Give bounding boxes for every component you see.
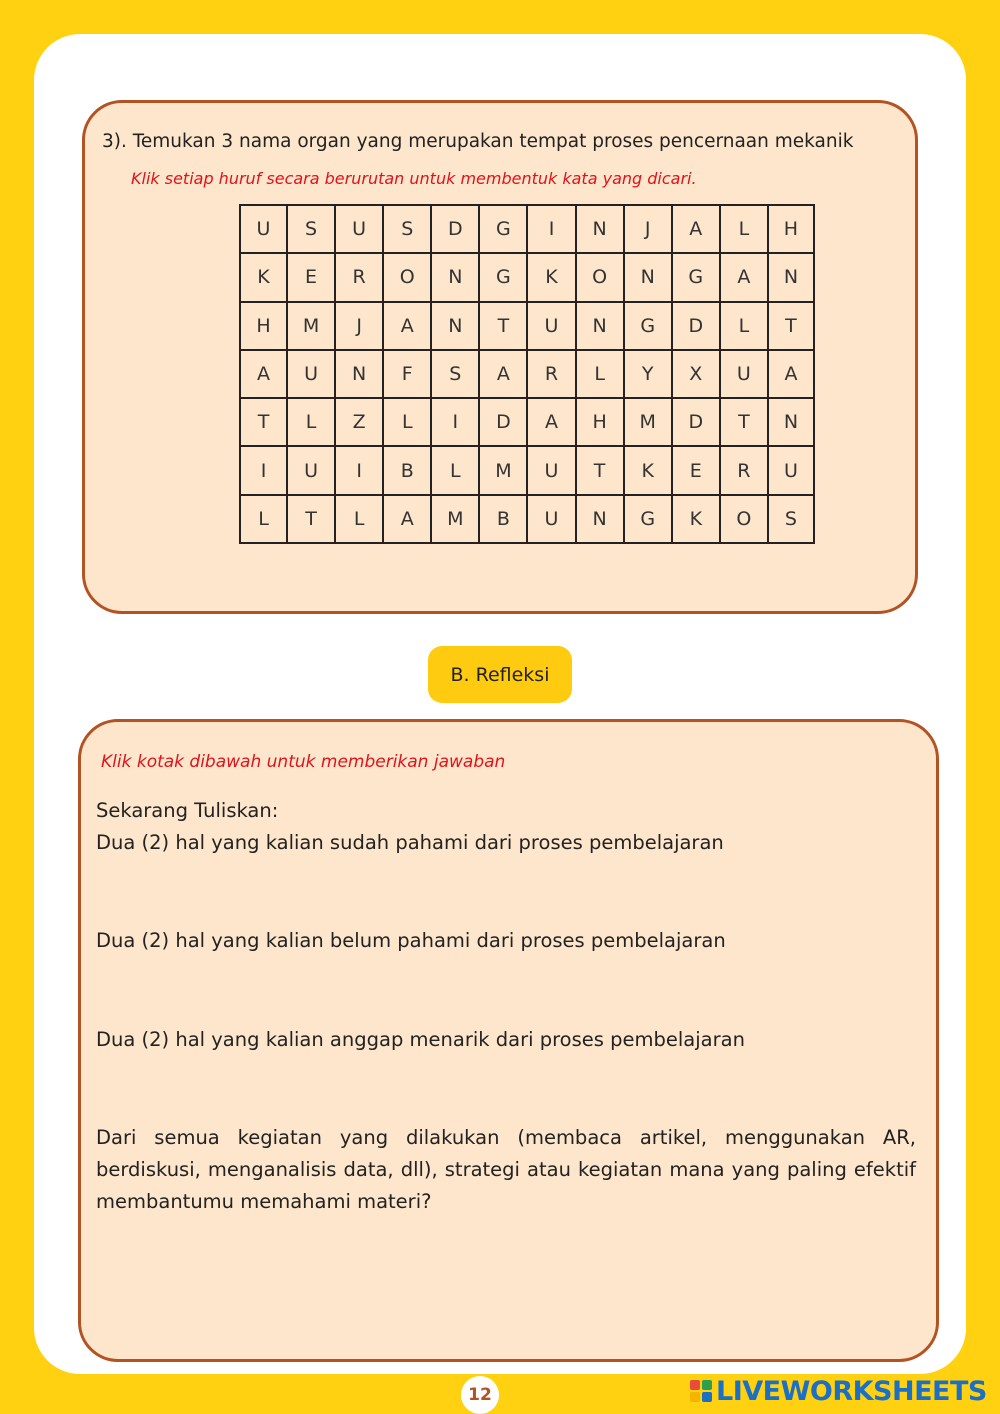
letter-cell[interactable]: T bbox=[577, 447, 625, 495]
letter-cell[interactable]: N bbox=[769, 254, 815, 302]
letter-cell[interactable]: B bbox=[480, 496, 528, 544]
letter-cell[interactable]: L bbox=[432, 447, 480, 495]
letter-cell[interactable]: A bbox=[384, 496, 432, 544]
reflection-question-3: Dua (2) hal yang kalian anggap menarik dari proses pembelajaran bbox=[96, 1028, 745, 1051]
letter-cell[interactable]: K bbox=[673, 496, 721, 544]
letter-cell[interactable]: S bbox=[769, 496, 815, 544]
letter-cell[interactable]: N bbox=[577, 496, 625, 544]
letter-cell[interactable]: N bbox=[336, 351, 384, 399]
letter-cell[interactable]: S bbox=[384, 206, 432, 254]
letter-cell[interactable]: J bbox=[336, 303, 384, 351]
reflection-question-4: Dari semua kegiatan yang dilakukan (membaca artikel, menggunakan AR, berdiskusi, menganalisis data, dll), strategi atau kegiatan mana yang paling efektif membantumu memahami materi? bbox=[96, 1126, 916, 1213]
letter-cell[interactable]: K bbox=[625, 447, 673, 495]
liveworksheets-logo bbox=[690, 1373, 987, 1409]
letter-cell[interactable]: G bbox=[673, 254, 721, 302]
letter-cell[interactable]: G bbox=[480, 254, 528, 302]
letter-cell[interactable]: N bbox=[625, 254, 673, 302]
letter-cell[interactable]: N bbox=[577, 303, 625, 351]
letter-cell[interactable]: T bbox=[241, 399, 288, 447]
letter-cell[interactable]: S bbox=[288, 206, 336, 254]
letter-cell[interactable]: G bbox=[625, 496, 673, 544]
letter-cell[interactable]: L bbox=[288, 399, 336, 447]
reflection-question-1: Dua (2) hal yang kalian sudah pahami dari proses pembelajaran bbox=[96, 831, 724, 854]
word-search-instruction: Klik setiap huruf secara berurutan untuk membentuk kata yang dicari. bbox=[131, 169, 697, 188]
word-search-grid bbox=[239, 204, 815, 544]
letter-cell[interactable]: J bbox=[625, 206, 673, 254]
letter-cell[interactable]: Y bbox=[625, 351, 673, 399]
letter-cell[interactable]: O bbox=[384, 254, 432, 302]
letter-cell[interactable]: U bbox=[528, 303, 576, 351]
letter-cell[interactable]: H bbox=[769, 206, 815, 254]
letter-cell[interactable]: D bbox=[480, 399, 528, 447]
letter-cell[interactable]: T bbox=[288, 496, 336, 544]
letter-cell[interactable]: A bbox=[528, 399, 576, 447]
letter-cell[interactable]: I bbox=[336, 447, 384, 495]
letter-cell[interactable]: M bbox=[625, 399, 673, 447]
letter-cell[interactable]: R bbox=[721, 447, 769, 495]
letter-cell[interactable]: L bbox=[336, 496, 384, 544]
question-title: 3). Temukan 3 nama organ yang merupakan tempat proses pencernaan mekanik bbox=[102, 131, 854, 152]
letter-cell[interactable]: T bbox=[769, 303, 815, 351]
letter-cell[interactable]: B bbox=[384, 447, 432, 495]
word-search-panel bbox=[82, 100, 918, 614]
letter-cell[interactable]: L bbox=[721, 303, 769, 351]
letter-cell[interactable]: A bbox=[480, 351, 528, 399]
reflection-panel[interactable] bbox=[78, 719, 939, 1362]
letter-cell[interactable]: O bbox=[721, 496, 769, 544]
letter-cell[interactable]: I bbox=[241, 447, 288, 495]
brand-name: LIVEWORKSHEETS bbox=[716, 1375, 987, 1407]
letter-cell[interactable]: U bbox=[528, 447, 576, 495]
liveworksheets-logo-icon bbox=[690, 1380, 712, 1402]
letter-cell[interactable]: G bbox=[480, 206, 528, 254]
letter-cell[interactable]: N bbox=[577, 206, 625, 254]
letter-cell[interactable]: Z bbox=[336, 399, 384, 447]
letter-cell[interactable]: D bbox=[432, 206, 480, 254]
letter-cell[interactable]: T bbox=[721, 399, 769, 447]
letter-cell[interactable]: K bbox=[241, 254, 288, 302]
section-heading-refleksi: B. Refleksi bbox=[428, 646, 572, 703]
letter-cell[interactable]: U bbox=[528, 496, 576, 544]
letter-cell[interactable]: S bbox=[432, 351, 480, 399]
page-number: 12 bbox=[461, 1376, 499, 1414]
letter-cell[interactable]: U bbox=[336, 206, 384, 254]
letter-cell[interactable]: R bbox=[528, 351, 576, 399]
letter-cell[interactable]: L bbox=[577, 351, 625, 399]
letter-cell[interactable]: L bbox=[721, 206, 769, 254]
reflection-question-2: Dua (2) hal yang kalian belum pahami dari proses pembelajaran bbox=[96, 929, 726, 952]
letter-cell[interactable]: L bbox=[384, 399, 432, 447]
letter-cell[interactable]: K bbox=[528, 254, 576, 302]
letter-cell[interactable]: L bbox=[241, 496, 288, 544]
letter-cell[interactable]: N bbox=[769, 399, 815, 447]
letter-cell[interactable]: R bbox=[336, 254, 384, 302]
letter-cell[interactable]: M bbox=[288, 303, 336, 351]
letter-cell[interactable]: H bbox=[241, 303, 288, 351]
letter-cell[interactable]: N bbox=[432, 303, 480, 351]
letter-cell[interactable]: U bbox=[241, 206, 288, 254]
letter-cell[interactable]: A bbox=[673, 206, 721, 254]
letter-cell[interactable]: O bbox=[577, 254, 625, 302]
letter-cell[interactable]: F bbox=[384, 351, 432, 399]
letter-cell[interactable]: N bbox=[432, 254, 480, 302]
letter-cell[interactable]: D bbox=[673, 399, 721, 447]
reflection-instruction: Klik kotak dibawah untuk memberikan jawaban bbox=[101, 752, 506, 772]
letter-cell[interactable]: A bbox=[384, 303, 432, 351]
letter-cell[interactable]: A bbox=[721, 254, 769, 302]
letter-cell[interactable]: E bbox=[288, 254, 336, 302]
letter-cell[interactable]: H bbox=[577, 399, 625, 447]
letter-cell[interactable]: G bbox=[625, 303, 673, 351]
letter-cell[interactable]: I bbox=[528, 206, 576, 254]
letter-cell[interactable]: X bbox=[673, 351, 721, 399]
letter-cell[interactable]: M bbox=[432, 496, 480, 544]
letter-cell[interactable]: A bbox=[769, 351, 815, 399]
letter-cell[interactable]: U bbox=[769, 447, 815, 495]
letter-cell[interactable]: U bbox=[288, 351, 336, 399]
letter-cell[interactable]: E bbox=[673, 447, 721, 495]
letter-cell[interactable]: U bbox=[721, 351, 769, 399]
letter-cell[interactable]: U bbox=[288, 447, 336, 495]
letter-cell[interactable]: T bbox=[480, 303, 528, 351]
letter-cell[interactable]: I bbox=[432, 399, 480, 447]
reflection-intro: Sekarang Tuliskan: bbox=[96, 799, 279, 822]
letter-cell[interactable]: D bbox=[673, 303, 721, 351]
letter-cell[interactable]: M bbox=[480, 447, 528, 495]
letter-cell[interactable]: A bbox=[241, 351, 288, 399]
